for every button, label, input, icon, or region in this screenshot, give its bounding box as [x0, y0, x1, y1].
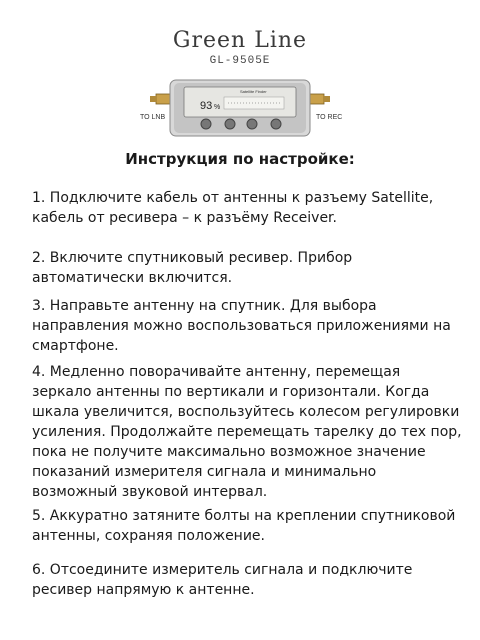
port-label-lnb: TO LNB [140, 114, 166, 121]
satellite-finder-icon [120, 72, 360, 144]
display-value: 93 [200, 100, 213, 112]
brand-name: Green Line [172, 28, 308, 53]
step-3: 3. Направьте антенну на спутник. Для выбора направления можно воспользоваться приложениями на смартфоне. [32, 298, 451, 354]
step-6: 6. Отсоедините измеритель сигнала и подключите ресивер напрямую к антенне. [32, 562, 413, 598]
step-5: 5. Аккуратно затяните болты на креплении спутниковой антенны, сохраняя положение. [32, 508, 456, 544]
instructions-title: Инструкция по настройке: [125, 150, 355, 168]
step-4: 4. Медленно поворачивайте антенну, перемещая зеркало антенны по вертикали и горизонтали. Когда шкала увеличится, воспользуйтесь колесом регулировки усиления. Продолжайте перемещать тарелку до тех пор, пока не получите максимально возможное значение показаний измерителя сигнала и минимально возможный звуковой интервал. [32, 364, 462, 500]
display-unit: % [214, 104, 221, 111]
device-image [120, 72, 360, 144]
step-1: 1. Подключите кабель от антенны к разъему Satellite, кабель от ресивера – к разъёму Receiver. [32, 190, 434, 226]
port-label-rec: TO REC [316, 114, 343, 121]
step-2: 2. Включите спутниковый ресивер. Прибор автоматически включится. [32, 250, 353, 286]
display-caption: Satellite Finder [240, 89, 267, 94]
model-number: GL-9505E [209, 55, 271, 67]
